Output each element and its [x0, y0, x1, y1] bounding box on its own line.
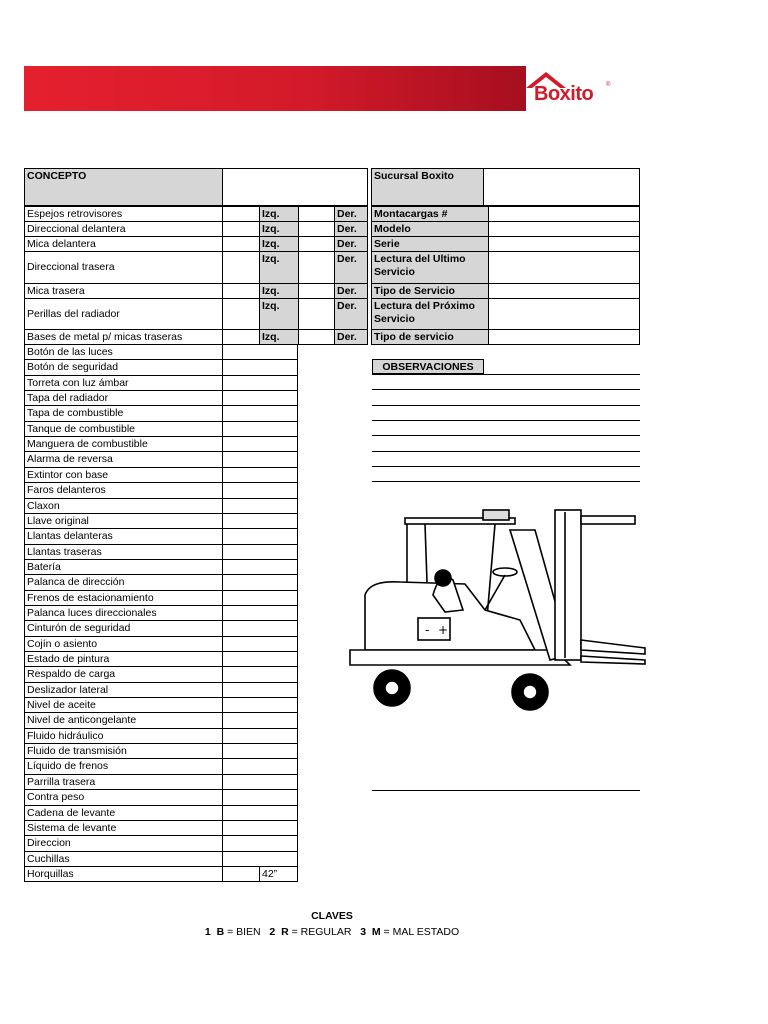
- der-label: Der.: [334, 221, 368, 237]
- checklist-item-label: Llave original: [24, 513, 223, 529]
- der-blank-cell[interactable]: [298, 221, 335, 237]
- checklist-item-label: Llantas traseras: [24, 544, 223, 560]
- checklist-item-value[interactable]: [222, 375, 298, 391]
- checklist-item-value[interactable]: [222, 405, 298, 422]
- concepto-row-label: Direccional trasera: [24, 251, 223, 284]
- concepto-row-label: Mica trasera: [24, 283, 223, 299]
- info-field-value[interactable]: [488, 251, 640, 284]
- checklist-item-label: Botón de las luces: [24, 344, 223, 360]
- checklist-item-label: Palanca luces direccionales: [24, 605, 223, 621]
- checklist-item-label: Torreta con luz ámbar: [24, 375, 223, 391]
- der-blank-cell[interactable]: [298, 329, 335, 345]
- checklist-item-label: Claxon: [24, 498, 223, 514]
- forklift-illustration: [345, 500, 650, 715]
- checklist-item-label: Batería: [24, 559, 223, 575]
- checklist-item-value[interactable]: [222, 743, 298, 759]
- checklist-item-value[interactable]: [222, 758, 298, 775]
- izq-label: Izq.: [259, 298, 299, 330]
- concepto-row-label: Espejos retrovisores: [24, 206, 223, 222]
- checklist-item-value[interactable]: [222, 774, 298, 790]
- concepto-row-label: Perillas del radiador: [24, 298, 223, 330]
- claves-n3: 3: [360, 926, 367, 938]
- observaciones-line[interactable]: [372, 790, 640, 791]
- izq-blank-cell[interactable]: [222, 221, 260, 237]
- checklist-item-label: Respaldo de carga: [24, 666, 223, 683]
- der-blank-cell[interactable]: [298, 298, 335, 330]
- checklist-item-label: Cojín o asiento: [24, 636, 223, 652]
- izq-blank-cell[interactable]: [222, 329, 260, 345]
- checklist-item-label: Tapa del radiador: [24, 390, 223, 406]
- checklist-item-value[interactable]: [222, 544, 298, 560]
- checklist-item-value[interactable]: [222, 851, 298, 867]
- info-field-value[interactable]: [488, 329, 640, 345]
- claves-legend: [0, 926, 664, 938]
- checklist-item-value[interactable]: [222, 498, 298, 514]
- checklist-item-label: Horquillas: [24, 866, 223, 882]
- claves-k1: B: [216, 926, 225, 938]
- checklist-item-label: Fluido hidráulico: [24, 728, 223, 744]
- checklist-item-label: Sistema de levante: [24, 820, 223, 836]
- checklist-item-label: Líquido de frenos: [24, 758, 223, 775]
- logo-registered-mark: ®: [606, 82, 611, 88]
- izq-blank-cell[interactable]: [222, 283, 260, 299]
- checklist-item-value[interactable]: [222, 574, 298, 591]
- claves-n2: 2: [269, 926, 276, 938]
- checklist-item-value[interactable]: [222, 728, 298, 744]
- checklist-item-label: Botón de seguridad: [24, 359, 223, 376]
- observaciones-line[interactable]: [372, 420, 640, 421]
- concepto-row-label: Mica delantera: [24, 236, 223, 252]
- claves-n1: 1: [204, 926, 211, 938]
- checklist-item-label: Frenos de estacionamiento: [24, 590, 223, 606]
- checklist-item-label: Estado de pintura: [24, 651, 223, 667]
- observaciones-line[interactable]: [372, 451, 640, 452]
- checklist-item-value[interactable]: [222, 528, 298, 545]
- izq-blank-cell[interactable]: [222, 206, 260, 222]
- concepto-row-label: Direccional delantera: [24, 221, 223, 237]
- checklist-item-value[interactable]: [222, 820, 298, 836]
- observaciones-line[interactable]: [372, 466, 640, 467]
- checklist-item-value[interactable]: [222, 835, 298, 852]
- checklist-item-value[interactable]: [222, 636, 298, 652]
- izq-blank-cell[interactable]: [222, 251, 260, 284]
- checklist-item-label: Tanque de combustible: [24, 421, 223, 437]
- checklist-item-label: Parrilla trasera: [24, 774, 223, 790]
- checklist-item-value[interactable]: [222, 590, 298, 606]
- sucursal-value[interactable]: [484, 168, 640, 206]
- observaciones-line[interactable]: [372, 435, 640, 436]
- izq-label: Izq.: [259, 329, 299, 345]
- observaciones-line[interactable]: [372, 389, 640, 390]
- checklist-item-value[interactable]: [222, 344, 298, 360]
- claves-v2: = REGULAR: [291, 926, 352, 938]
- checklist-item-label: Faros delanteros: [24, 482, 223, 499]
- checklist-item-label: Cadena de levante: [24, 805, 223, 821]
- der-blank-cell[interactable]: [298, 236, 335, 252]
- info-field-label: Tipo de Servicio: [371, 283, 489, 299]
- checklist-item-label: Deslizador lateral: [24, 682, 223, 698]
- checklist-item-value[interactable]: [222, 666, 298, 683]
- claves-v3: = MAL ESTADO: [383, 926, 460, 938]
- info-field-value[interactable]: [488, 221, 640, 237]
- info-field-label: Montacargas #: [371, 206, 489, 222]
- checklist-item-label: Palanca de dirección: [24, 574, 223, 591]
- claves-k3: M: [371, 926, 381, 938]
- izq-blank-cell[interactable]: [222, 298, 260, 330]
- checklist-item-value[interactable]: [222, 513, 298, 529]
- izq-label: Izq.: [259, 236, 299, 252]
- svg-text:+: +: [438, 623, 449, 637]
- observaciones-line[interactable]: [372, 374, 640, 375]
- checklist-item-value[interactable]: [222, 436, 298, 452]
- der-label: Der.: [334, 298, 368, 330]
- concepto-row-label: Bases de metal p/ micas traseras: [24, 329, 223, 345]
- checklist-item-label: Extintor con base: [24, 467, 223, 483]
- checklist-item-label: Nivel de aceite: [24, 697, 223, 713]
- sucursal-label: Sucursal Boxito: [371, 168, 484, 206]
- checklist-item-value[interactable]: [222, 651, 298, 667]
- checklist-item-value[interactable]: [222, 697, 298, 713]
- izq-blank-cell[interactable]: [222, 236, 260, 252]
- checklist-item-label: Direccion: [24, 835, 223, 852]
- concepto-header: CONCEPTO: [24, 168, 223, 206]
- logo-text: Boxito: [534, 83, 594, 105]
- claves-k2: R: [281, 926, 289, 938]
- der-label: Der.: [334, 206, 368, 222]
- info-field-value[interactable]: [488, 206, 640, 222]
- claves-title: CLAVES: [311, 910, 353, 922]
- der-blank-cell[interactable]: [298, 251, 335, 284]
- der-label: Der.: [334, 283, 368, 299]
- checklist-item-value[interactable]: [222, 712, 298, 729]
- info-field-value[interactable]: [488, 283, 640, 299]
- der-label: Der.: [334, 329, 368, 345]
- checklist-item-label: Alarma de reversa: [24, 451, 223, 468]
- checklist-item-value[interactable]: [222, 620, 298, 637]
- info-field-label: Lectura del Próximo Servicio: [371, 298, 489, 330]
- observaciones-line[interactable]: [372, 405, 640, 406]
- info-field-label: Serie: [371, 236, 489, 252]
- checklist-item-value[interactable]: [222, 866, 260, 882]
- header-banner: [24, 66, 526, 111]
- observaciones-line[interactable]: [372, 481, 640, 482]
- checklist-item-value[interactable]: [222, 559, 298, 575]
- concepto-header-blank: [222, 168, 368, 206]
- izq-label: Izq.: [259, 251, 299, 284]
- info-field-label: Lectura del Ultimo Servicio: [371, 251, 489, 284]
- info-field-label: Tipo de servicio: [371, 329, 489, 345]
- checklist-item-value[interactable]: [222, 390, 298, 406]
- horquillas-value[interactable]: 42”: [259, 866, 298, 882]
- izq-label: Izq.: [259, 206, 299, 222]
- info-field-value[interactable]: [488, 298, 640, 330]
- checklist-item-value[interactable]: [222, 421, 298, 437]
- claves-v1: = BIEN: [227, 926, 261, 938]
- checklist-item-label: Llantas delanteras: [24, 528, 223, 545]
- der-blank-cell[interactable]: [298, 283, 335, 299]
- checklist-item-label: Tapa de combustible: [24, 405, 223, 422]
- izq-label: Izq.: [259, 283, 299, 299]
- checklist-item-value[interactable]: [222, 451, 298, 468]
- der-label: Der.: [334, 236, 368, 252]
- checklist-item-label: Cinturón de seguridad: [24, 620, 223, 637]
- checklist-item-label: Manguera de combustible: [24, 436, 223, 452]
- checklist-item-value[interactable]: [222, 789, 298, 806]
- observaciones-label: OBSERVACIONES: [372, 359, 484, 374]
- checklist-item-value[interactable]: [222, 467, 298, 483]
- checklist-item-value[interactable]: [222, 482, 298, 499]
- der-label: Der.: [334, 251, 368, 284]
- checklist-item-label: Nivel de anticongelante: [24, 712, 223, 729]
- der-blank-cell[interactable]: [298, 206, 335, 222]
- checklist-item-value[interactable]: [222, 805, 298, 821]
- checklist-item-value[interactable]: [222, 359, 298, 376]
- checklist-item-label: Contra peso: [24, 789, 223, 806]
- info-field-value[interactable]: [488, 236, 640, 252]
- checklist-item-value[interactable]: [222, 605, 298, 621]
- checklist-item-label: Fluido de transmisión: [24, 743, 223, 759]
- checklist-item-value[interactable]: [222, 682, 298, 698]
- svg-text:-: -: [425, 623, 430, 637]
- info-field-label: Modelo: [371, 221, 489, 237]
- checklist-item-label: Cuchillas: [24, 851, 223, 867]
- izq-label: Izq.: [259, 221, 299, 237]
- boxito-logo: [520, 70, 612, 110]
